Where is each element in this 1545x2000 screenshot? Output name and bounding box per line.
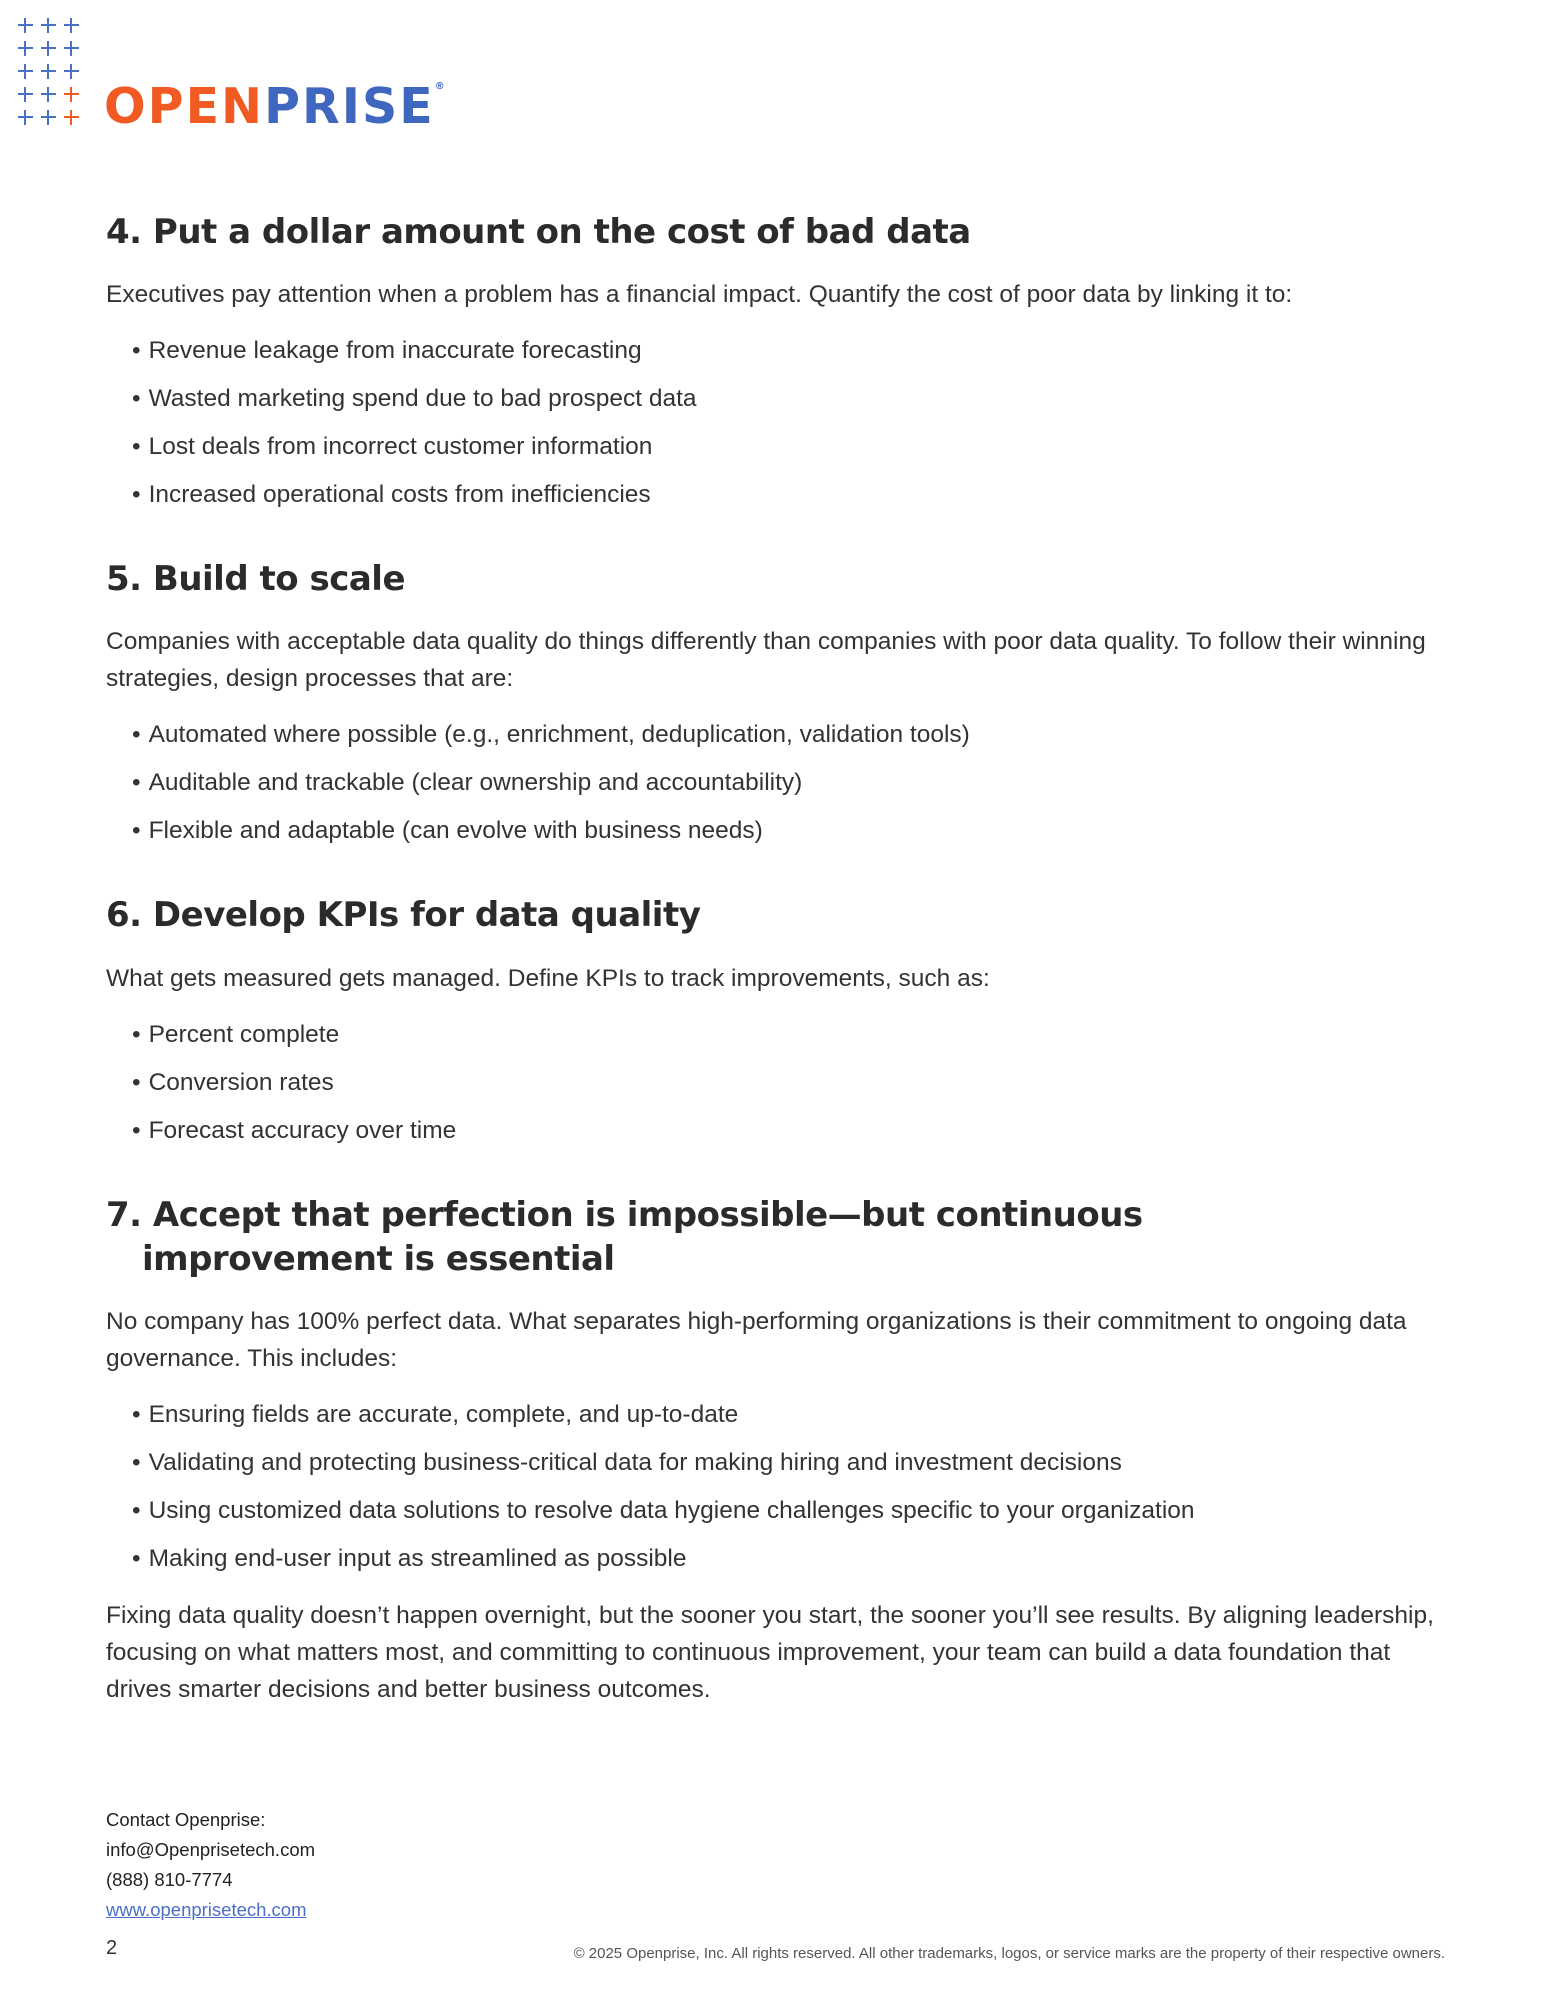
section-intro: No company has 100% perfect data. What separates high-performing organizations is their commitment to ongoing data governance. This includes: (106, 1307, 1407, 1372)
contact-label: Contact Openprise: (106, 1809, 266, 1830)
bullet-list (106, 1391, 1446, 1583)
website-link[interactable]: www.openprisetech.com (106, 1899, 307, 1920)
section-heading-line2: improvement is essential (142, 1238, 615, 1279)
section-heading: 5. Build to scale (106, 559, 406, 600)
contact-email: info@Openprisetech.com (106, 1839, 316, 1860)
section-intro: Companies with acceptable data quality do things differently than companies with poor data quality. To follow their winning strategies, design processes that are: (106, 628, 1426, 693)
page-number: 2 (106, 1937, 118, 1959)
section-heading: 4. Put a dollar amount on the cost of bad data (106, 212, 971, 252)
copyright-notice: © 2025 Openprise, Inc. All rights reserved. All other trademarks, logos, or service marks are the property of their respective owners. (573, 1945, 1445, 1962)
document-body (106, 210, 1446, 1746)
section-intro: What gets measured gets managed. Define KPIs to track improvements, such as: (106, 964, 990, 992)
bullet-list (106, 1011, 1446, 1155)
list-item: • Automated where possible (e.g., enrichment, deduplication, validation tools) (132, 711, 1446, 759)
list-item: • Increased operational costs from inefficiencies (132, 471, 1446, 519)
list-item: • Lost deals from incorrect customer information (132, 423, 1446, 471)
list-item: • Ensuring fields are accurate, complete, and up-to-date (132, 1391, 1446, 1439)
bullet-list (106, 327, 1446, 519)
list-item: • Using customized data solutions to resolve data hygiene challenges specific to your organization (132, 1487, 1446, 1535)
bullet-list (106, 711, 1446, 855)
logo-wordmark: OPENPRISE® (104, 78, 445, 135)
closing-paragraph: Fixing data quality doesn’t happen overnight, but the sooner you start, the sooner you’ll see results. By aligning leadership, focusing on what matters most, and committing to continuous improvement, your team can build a data foundation that drives smarter decisions and better business outcomes. (106, 1601, 1434, 1703)
list-item: • Validating and protecting business-critical data for making hiring and investment decisions (132, 1439, 1446, 1487)
section-heading-line1: 7. Accept that perfection is impossible—but continuous (106, 1194, 1143, 1235)
list-item: • Forecast accuracy over time (132, 1107, 1446, 1155)
section-intro: Executives pay attention when a problem has a financial impact. Quantify the cost of poor data by linking it to: (106, 281, 1293, 309)
section-cost-of-bad-data (106, 210, 1446, 519)
section-develop-kpis (106, 893, 1446, 1154)
list-item: • Auditable and trackable (clear ownership and accountability) (132, 759, 1446, 807)
plus-grid-icon (14, 14, 83, 129)
list-item: • Making end-user input as streamlined as possible (132, 1535, 1446, 1583)
contact-phone: (888) 810-7774 (106, 1869, 233, 1890)
list-item: • Revenue leakage from inaccurate forecasting (132, 327, 1446, 375)
section-heading (106, 1193, 1446, 1281)
openprise-logo (14, 14, 534, 135)
section-build-to-scale (106, 557, 1446, 855)
section-continuous-improvement (106, 1193, 1446, 1708)
list-item: • Flexible and adaptable (can evolve with business needs) (132, 807, 1446, 855)
list-item: • Percent complete (132, 1011, 1446, 1059)
list-item: • Conversion rates (132, 1059, 1446, 1107)
contact-block (106, 1805, 315, 1925)
list-item: • Wasted marketing spend due to bad prospect data (132, 375, 1446, 423)
section-heading: 6. Develop KPIs for data quality (106, 895, 701, 936)
